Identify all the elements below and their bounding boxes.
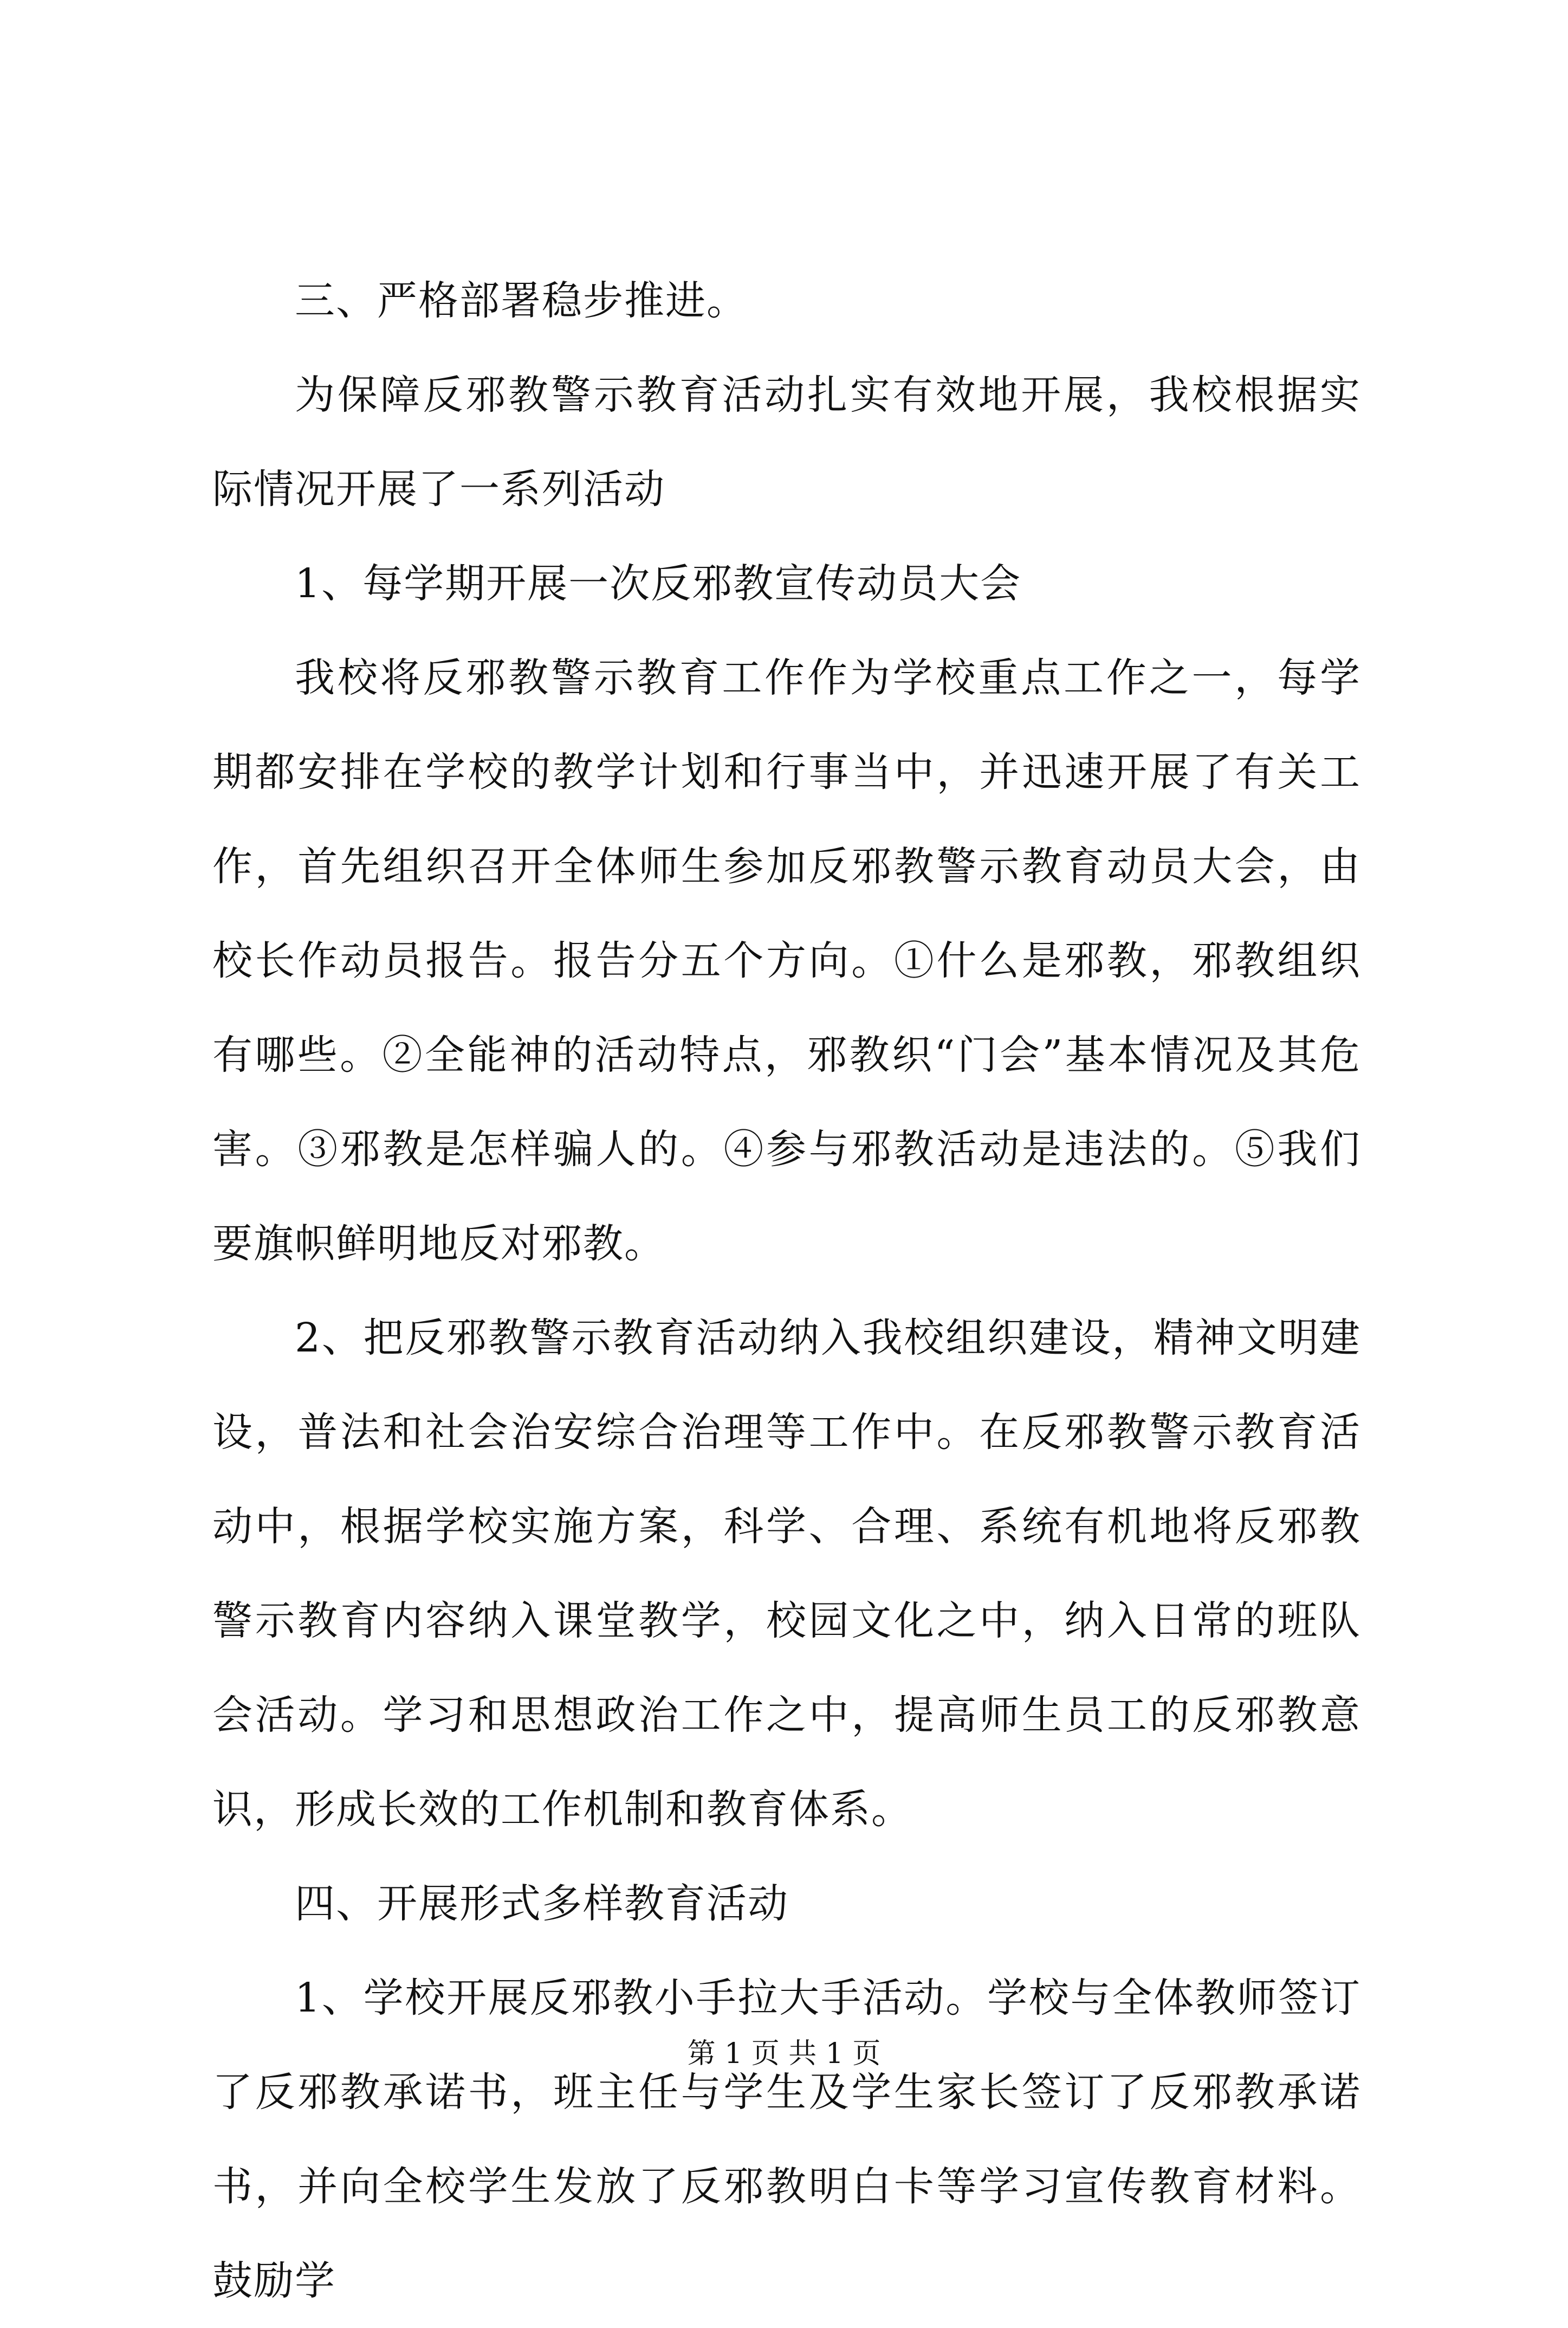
document-body [212,254,1361,2328]
paragraph-mobilization: 我校将反邪教警示教育工作作为学校重点工作之一，每学期都安排在学校的教学计划和行事当中，并迅速开展了有关工作，首先组织召开全体师生参加反邪教警示教育动员大会，由校长作动员报告。报告分五个方向。①什么是邪教，邪教组织有哪些。②全能神的活动特点，邪教织“门会”基本情况及其危害。③邪教是怎样骗人的。④参与邪教活动是违法的。⑤我们要旗帜鲜明地反对邪教。 [212,655,1361,1267]
paragraph-activities: 1、学校开展反邪教小手拉大手活动。学校与全体教师签订了反邪教承诺书，班主任与学生及学生家长签订了反邪教承诺书，并向全校学生发放了反邪教明白卡等学习宣传教育材料。鼓励学 [212,1975,1361,2304]
page-footer: 第 1 页 共 1 页 [687,2038,881,2070]
section-heading-3: 三、严格部署稳步推进。 [295,277,748,324]
paragraph-integration: 2、把反邪教警示教育活动纳入我校组织建设，精神文明建设，普法和社会治安综合治理等工作中。在反邪教警示教育活动中，根据学校实施方案，科学、合理、系统有机地将反邪教警示教育内容纳入课堂教学，校园文化之中，纳入日常的班队会活动。学习和思想政治工作之中，提高师生员工的反邪教意识，形成长效的工作机制和教育体系。 [212,1315,1361,1833]
subheading-1: 1、每学期开展一次反邪教宣传动员大会 [295,560,1022,607]
section-heading-4: 四、开展形式多样教育活动 [295,1880,789,1927]
paragraph-intro: 为保障反邪教警示教育活动扎实有效地开展，我校根据实际情况开展了一系列活动 [212,372,1361,513]
